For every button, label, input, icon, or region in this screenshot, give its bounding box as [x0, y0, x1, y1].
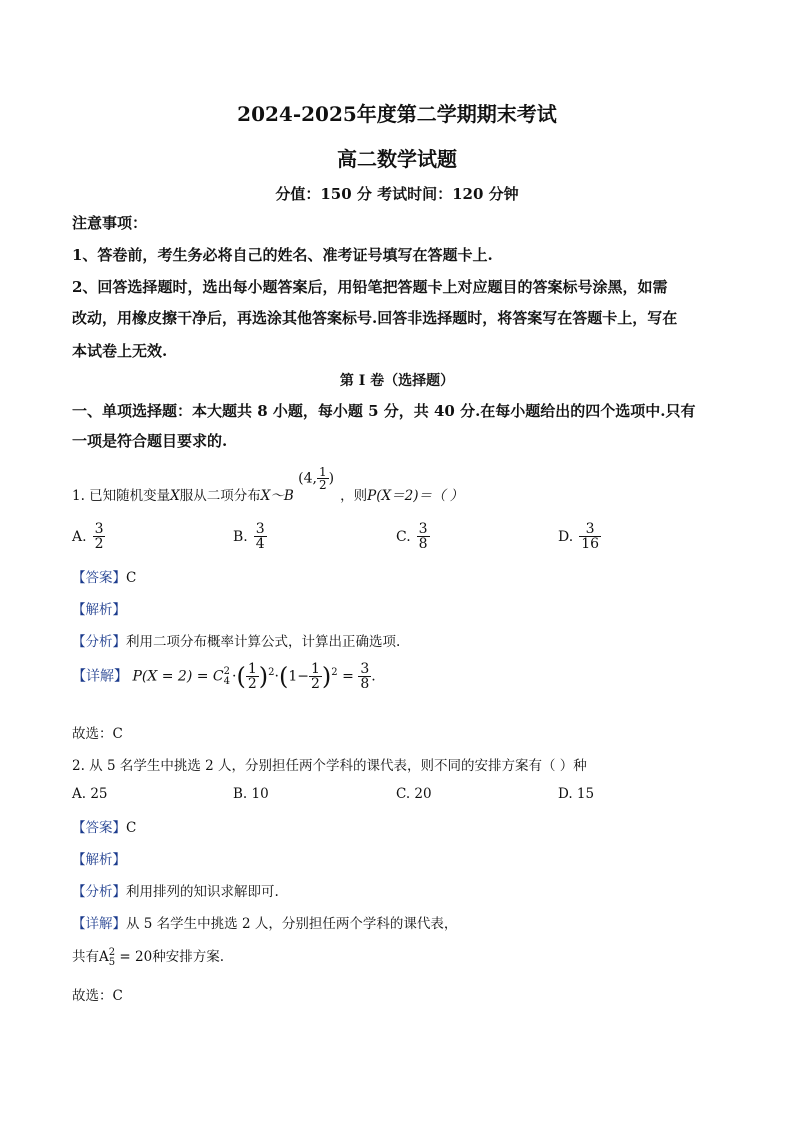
- q1-option-c: C. $\frac{3}{8}$: [396, 521, 428, 552]
- q2-analysis-brief: 【分析】利用排列的知识求解即可.: [72, 884, 279, 900]
- q1-option-a: A. $\frac{3}{2}$: [72, 521, 104, 552]
- section-intro-line-1: 一、单项选择题：本大题共 8 小题，每小题 5 分，共 40 分.在每小题给出的四个选项中.只有: [72, 402, 696, 420]
- q2-option-a: A. 25: [72, 786, 108, 802]
- q1-analysis-label: 【解析】: [72, 602, 126, 618]
- q2-answer: 【答案】C: [72, 820, 137, 836]
- q2-detail: 【详解】从 5 名学生中挑选 2 人，分别担任两个学科的课代表，: [72, 916, 458, 932]
- q2-total: 共有A 2 5 = 20种安排方案.: [72, 946, 224, 968]
- exam-title: 2024-2025年度第二学期期末考试: [237, 102, 557, 126]
- notice-item-2-line-1: 2、回答选择题时，选出每小题答案后，用铅笔把答题卡上对应题目的答案标号涂黑，如需: [72, 278, 668, 296]
- exam-meta: 分值：150 分 考试时间：120 分钟: [275, 185, 519, 203]
- notice-item-2-line-2: 改动，用橡皮擦干净后，再选涂其他答案标号.回答非选择题时，将答案写在答题卡上，写在: [72, 309, 678, 327]
- notice-item-1: 1、答卷前，考生务必将自己的姓名、准考证号填写在答题卡上.: [72, 246, 493, 264]
- q2-stem: 2. 从 5 名学生中挑选 2 人，分别担任两个学科的课代表，则不同的安排方案有（ ）种: [72, 758, 587, 774]
- notice-heading: 注意事项：: [72, 214, 148, 232]
- notice-item-2-line-3: 本试卷上无效.: [72, 342, 168, 360]
- exam-subtitle: 高二数学试题: [337, 147, 457, 171]
- q2-analysis-label: 【解析】: [72, 852, 126, 868]
- q2-choose: 故选：C: [72, 988, 123, 1004]
- q1-choose: 故选：C: [72, 726, 123, 742]
- q2-option-d: D. 15: [558, 786, 595, 802]
- q2-option-b: B. 10: [233, 786, 269, 802]
- q1-option-d: D. $\frac{3}{16}$: [558, 521, 600, 552]
- q1-option-b: B. $\frac{3}{4}$: [233, 521, 265, 552]
- q1-binomial-params: (4, $\frac{1}{2}$ ): [298, 465, 335, 492]
- section-intro-line-2: 一项是符合题目要求的.: [72, 432, 228, 450]
- q1-detail: 【详解】 P(X = 2) = C 2 4 ·( $\frac{1}{2}$ )$^2$·(1− $\frac{1}{2}$ )$^2$ = $\frac{3}{8}$ .: [72, 661, 376, 692]
- q1-answer: 【答案】C: [72, 570, 137, 586]
- q1-analysis-brief: 【分析】利用二项分布概率计算公式，计算出正确选项.: [72, 634, 401, 650]
- q1-stem: 1. 已知随机变量X服从二项分布X～B (4, $\frac{1}{2}$ ) ，则P(X＝2)＝（ ）: [72, 465, 464, 504]
- q2-option-c: C. 20: [396, 786, 432, 802]
- section-title: 第 I 卷（选择题）: [339, 373, 455, 389]
